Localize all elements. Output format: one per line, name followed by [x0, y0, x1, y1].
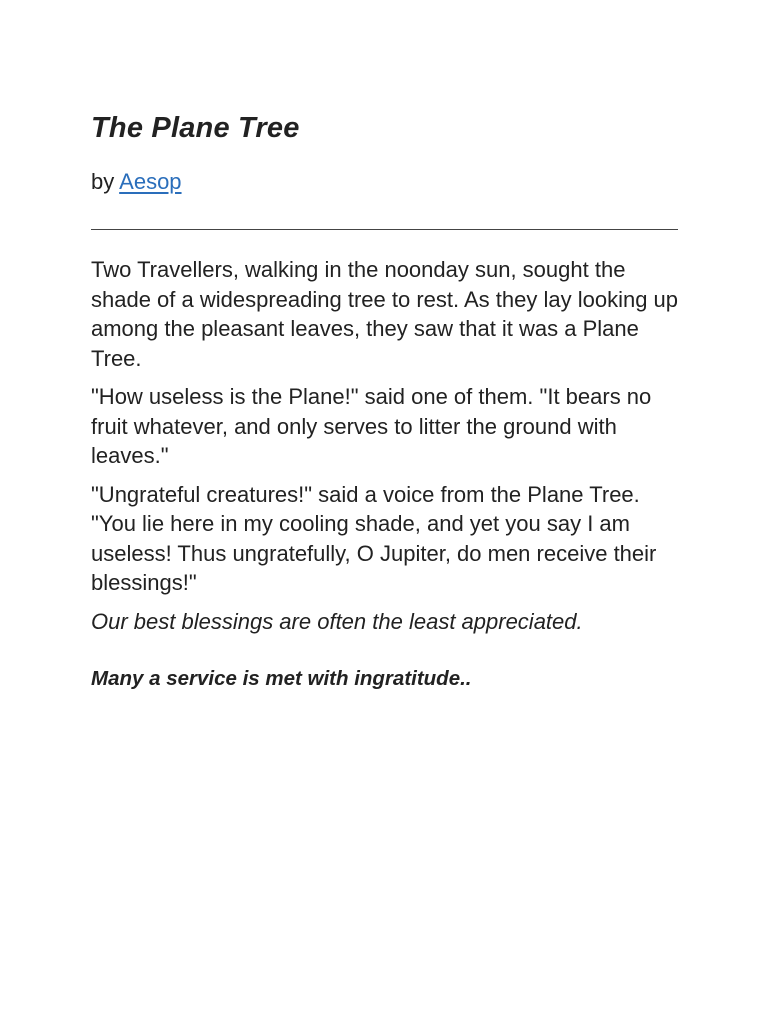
story-paragraph: "How useless is the Plane!" said one of them. "It bears no fruit whatever, and only serves to litter the ground with leaves." [91, 384, 652, 468]
story-body [91, 255, 679, 694]
byline-prefix: by [91, 169, 115, 194]
author-link[interactable]: Aesop [119, 169, 182, 194]
story-title: The Plane Tree [91, 112, 300, 144]
moral-italic: Our best blessings are often the least appreciated. [91, 608, 583, 634]
story-paragraph: "Ungrateful creatures!" said a voice from the Plane Tree. "You lie here in my cooling shade, and yet you say I am useless! Thus ungratefully, O Jupiter, do men receive their blessings!" [91, 481, 657, 595]
moral-bold: Many a service is met with ingratitude.. [91, 667, 472, 690]
divider [91, 229, 678, 230]
byline [91, 169, 182, 195]
story-paragraph: Two Travellers, walking in the noonday sun, sought the shade of a widespreading tree to rest. As they lay looking up among the pleasant leaves, they saw that it was a Plane Tree. [91, 257, 679, 371]
